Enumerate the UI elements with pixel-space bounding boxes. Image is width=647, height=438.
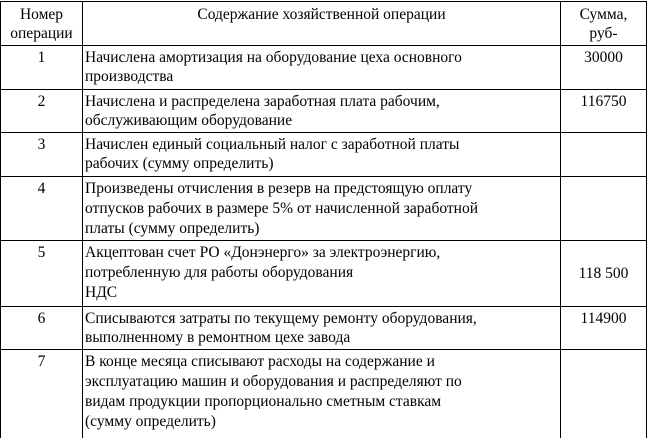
- row-1-description: [83, 48, 462, 86]
- row-4-number: 4: [37, 180, 46, 197]
- row-border-5: [1, 306, 646, 307]
- header-number: [1, 5, 82, 43]
- row-4-line-1: Произведены отчисления в резерв на предстоящую оплату: [85, 180, 473, 197]
- row-border-header: [1, 45, 646, 46]
- row-3-line-1: Начислен единый социальный налог с заработной платы: [85, 136, 460, 153]
- row-6-line-1: Списываются затраты по текущему ремонту оборудования,: [85, 310, 477, 327]
- row-border-4: [1, 240, 646, 241]
- row-6-amount: 114900: [580, 310, 627, 327]
- row-2-line-1: Начислена и распределена заработная плата рабочим,: [85, 93, 440, 110]
- row-border-6: [1, 349, 646, 350]
- row-5-number: 5: [37, 244, 46, 261]
- row-1-line-2: производства: [85, 68, 174, 85]
- row-border-1: [1, 89, 646, 90]
- row-6-line-2: выполненному в ремонтном цехе завода: [85, 329, 351, 346]
- row-4-description: [83, 179, 478, 239]
- header-number-line-2: операции: [10, 25, 73, 42]
- row-7-line-1: В конце месяца списывают расходы на содержание и: [85, 353, 435, 370]
- row-border-3: [1, 176, 646, 177]
- row-border-top: [1, 1, 646, 2]
- header-amount-line-2: руб-: [589, 25, 618, 42]
- row-7-line-3: видам продукции пропорционально сметным ставкам: [85, 393, 442, 410]
- row-1-amount: 30000: [584, 49, 623, 66]
- row-3-line-2: рабочих (сумму определить): [85, 155, 274, 172]
- header-content: Содержание хозяйственной операции: [197, 6, 446, 23]
- row-5-line-1: Акцептован счет РО «Донэнерго» за электроэнергию,: [85, 244, 441, 261]
- row-1-line-1: Начислена амортизация на оборудование цеха основного: [85, 49, 462, 66]
- row-4-line-3: платы (сумму определить): [85, 220, 260, 237]
- row-3-number: 3: [37, 136, 46, 153]
- row-4-line-2: отпусков рабочих в размере 5% от начисленной заработной: [85, 200, 478, 217]
- row-2-description: [83, 92, 440, 130]
- row-5-description: [83, 243, 440, 303]
- row-1-number: 1: [37, 49, 46, 66]
- row-7-number: 7: [37, 353, 46, 370]
- row-border-2: [1, 132, 646, 133]
- header-number-line-1: Номер: [19, 6, 64, 23]
- row-5-line-2: потребленную для работы оборудования: [85, 264, 354, 281]
- row-7-line-4: (сумму определить): [85, 413, 216, 430]
- row-2-number: 2: [37, 93, 46, 110]
- row-7-description: [83, 352, 462, 432]
- row-5-line-3: НДС: [85, 284, 118, 301]
- row-6-number: 6: [37, 310, 46, 327]
- row-3-description: [83, 135, 459, 173]
- row-7-line-2: эксплуатацию машин и оборудования и распределяют по: [85, 373, 462, 390]
- header-amount-line-1: Сумма,: [579, 6, 628, 23]
- row-6-description: [83, 309, 477, 347]
- row-2-line-2: обслуживающим оборудование: [85, 112, 293, 129]
- row-2-amount: 116750: [580, 93, 627, 110]
- row-5-amount: 118 500: [578, 265, 629, 282]
- header-amount: [561, 5, 646, 43]
